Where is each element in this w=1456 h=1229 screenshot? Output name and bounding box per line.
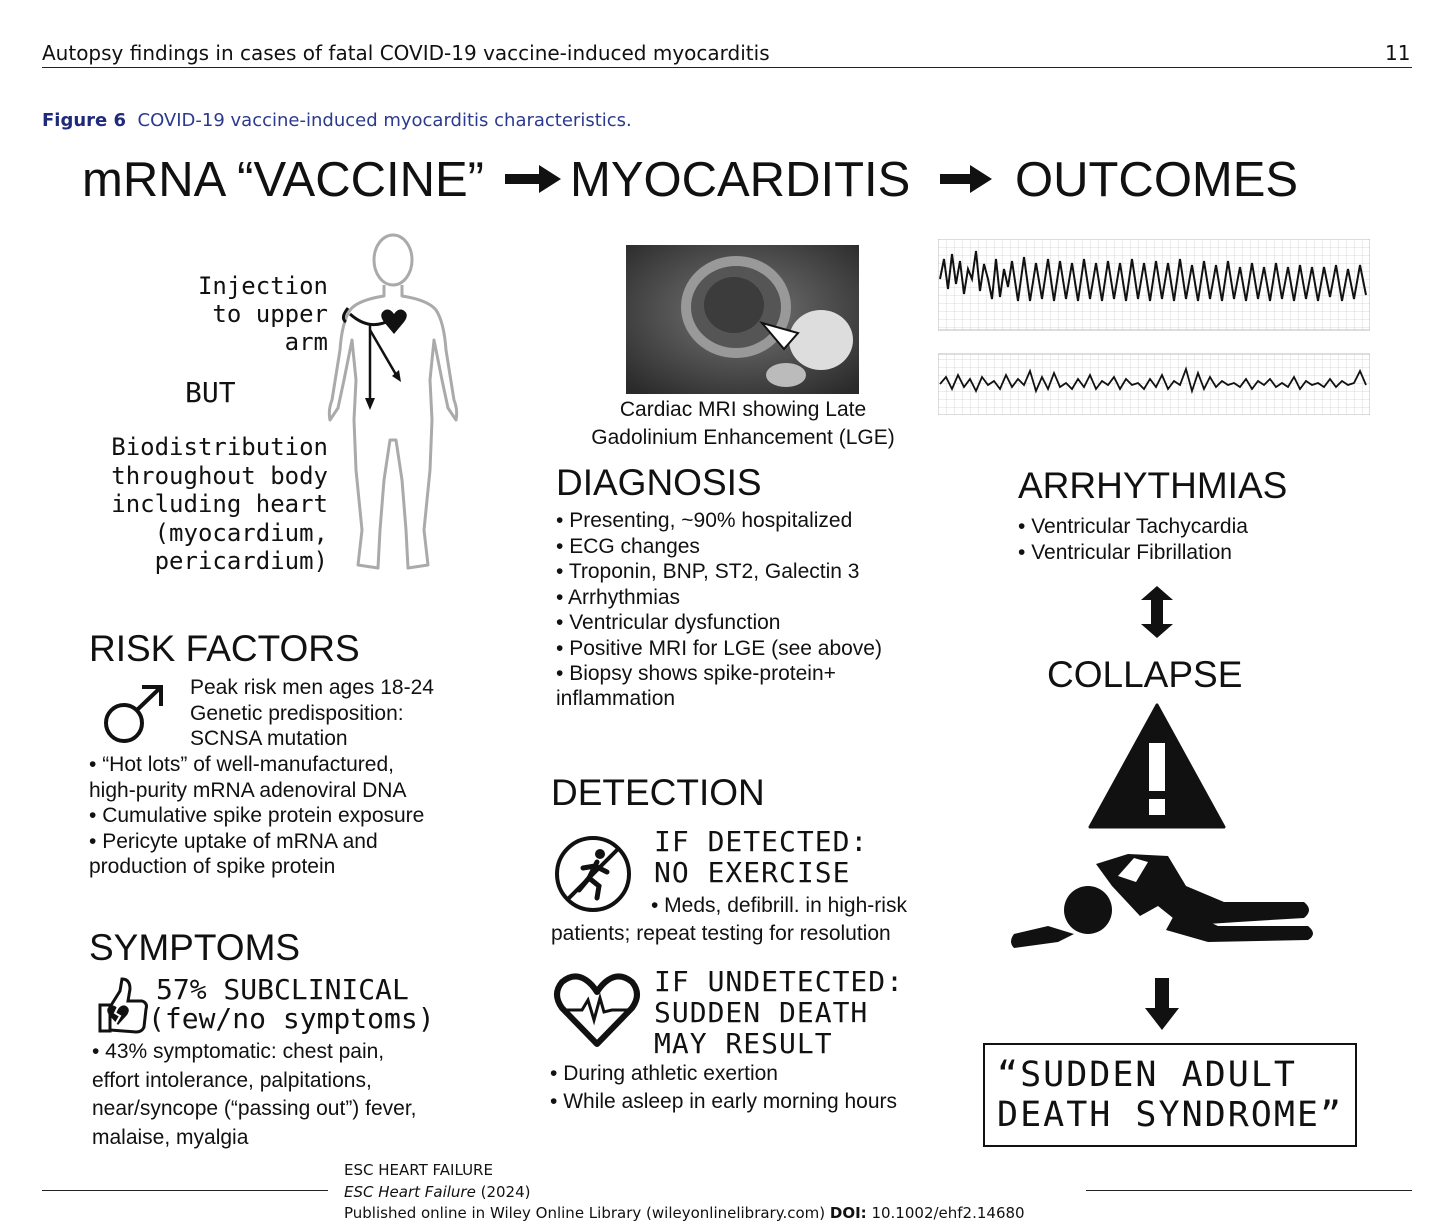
list-item: • “Hot lots” of well-manufactured, xyxy=(89,753,394,776)
list-item-cont: production of spike protein xyxy=(89,855,336,878)
warning-triangle-icon xyxy=(1088,703,1226,829)
list-item: • Presenting, ~90% hospitalized xyxy=(556,508,936,534)
mri-caption: Cardiac MRI showing Late Gadolinium Enhancement (LGE) xyxy=(591,398,895,449)
symptomatic-text: • 43% symptomatic: chest pain, effort intolerance, palpitations, near/syncope (“passing out”) fever, malaise, myalgia xyxy=(92,1040,417,1149)
collapsed-person-icon xyxy=(1008,846,1318,954)
footer-journal: ESC HEART FAILURE xyxy=(344,1161,493,1179)
subclinical-text: 57% SUBCLINICAL (few/no symptoms) xyxy=(148,973,435,1035)
diagnosis-list xyxy=(556,508,936,687)
list-item: • Troponin, BNP, ST2, Galectin 3 xyxy=(556,559,936,585)
list-item: • Positive MRI for LGE (see above) xyxy=(556,636,936,662)
but-label: BUT xyxy=(185,376,236,409)
male-symbol-icon xyxy=(100,683,166,745)
sads-box xyxy=(983,1043,1357,1147)
list-item: • Cumulative spike protein exposure xyxy=(89,804,425,827)
if-undetected-text: IF UNDETECTED: SUDDEN DEATH MAY RESULT xyxy=(654,965,905,1060)
detected-note: • Meds, defibrill. in high-risk patients; repeat testing for resolution xyxy=(551,894,907,945)
list-item: • ECG changes xyxy=(556,534,936,560)
human-body-icon xyxy=(318,230,478,575)
ecg-strips xyxy=(938,239,1370,415)
arrow-down-icon xyxy=(1144,978,1180,1030)
header-rule xyxy=(42,67,1412,68)
injection-text: Injection to upper arm xyxy=(197,272,328,356)
arrhythmias-title: ARRHYTHMIAS xyxy=(1018,465,1288,506)
footer-rule-right xyxy=(1086,1190,1412,1191)
figure-caption xyxy=(42,110,632,131)
arrow-right-icon xyxy=(940,163,992,195)
diagnosis-title: DIAGNOSIS xyxy=(556,462,762,503)
heart-ecg-icon xyxy=(552,970,642,1050)
risk-factors-title: RISK FACTORS xyxy=(89,628,360,669)
list-item: • Biopsy shows spike-protein+ xyxy=(556,661,936,687)
list-item: • While asleep in early morning hours xyxy=(550,1088,897,1116)
detection-title: DETECTION xyxy=(551,772,765,813)
list-item: • Ventricular Tachycardia xyxy=(1018,514,1248,540)
running-title: Autopsy findings in cases of fatal COVID-19 vaccine-induced myocarditis xyxy=(42,41,770,65)
collapse-title: COLLAPSE xyxy=(1047,654,1243,695)
list-item: • During athletic exertion xyxy=(550,1060,897,1088)
symptoms-title: SYMPTOMS xyxy=(89,927,301,968)
biodistribution-text: Biodistribution throughout body including heart (myocardium, pericardium) xyxy=(111,433,328,575)
figure-label: Figure 6 xyxy=(42,110,127,131)
list-item: • Pericyte uptake of mRNA and xyxy=(89,829,378,853)
list-item-cont: high-purity mRNA adenoviral DNA xyxy=(89,778,407,802)
banner-outcomes: OUTCOMES xyxy=(1015,153,1299,207)
footer-rule-left xyxy=(42,1190,328,1191)
list-item: • Ventricular Fibrillation xyxy=(1018,540,1248,566)
risk-male-text: Peak risk men ages 18-24 Genetic predisposition: SCNSA mutation xyxy=(190,676,434,750)
double-arrow-icon xyxy=(1140,586,1174,638)
footer-published: Published online in Wiley Online Library (wileyonlinelibrary.com) DOI: 10.1002/ehf2.14680 xyxy=(344,1204,1025,1222)
page-number: 11 xyxy=(1385,41,1411,65)
arrhythmia-list xyxy=(1018,514,1248,565)
footer xyxy=(344,1160,1025,1225)
if-detected-text: IF DETECTED: NO EXERCISE xyxy=(654,825,869,889)
figure-caption-text: COVID-19 vaccine-induced myocarditis characteristics. xyxy=(137,110,632,131)
undetected-list xyxy=(550,1060,897,1116)
cardiac-mri-image xyxy=(626,245,859,394)
footer-citation: ESC Heart Failure (2024) xyxy=(344,1182,531,1201)
list-item: • Arrhythmias xyxy=(556,585,936,611)
sads-text: “SUDDEN ADULT DEATH SYNDROME” xyxy=(997,1055,1344,1135)
banner-vaccine: mRNA “VACCINE” xyxy=(82,153,485,207)
risk-list xyxy=(89,752,424,880)
list-item: • Ventricular dysfunction xyxy=(556,610,936,636)
diagnosis-continuation: inflammation xyxy=(556,687,676,710)
banner-myocarditis: MYOCARDITIS xyxy=(570,153,911,207)
thumbs-up-broken-heart-icon xyxy=(94,975,150,1037)
arrow-right-icon xyxy=(505,163,561,195)
